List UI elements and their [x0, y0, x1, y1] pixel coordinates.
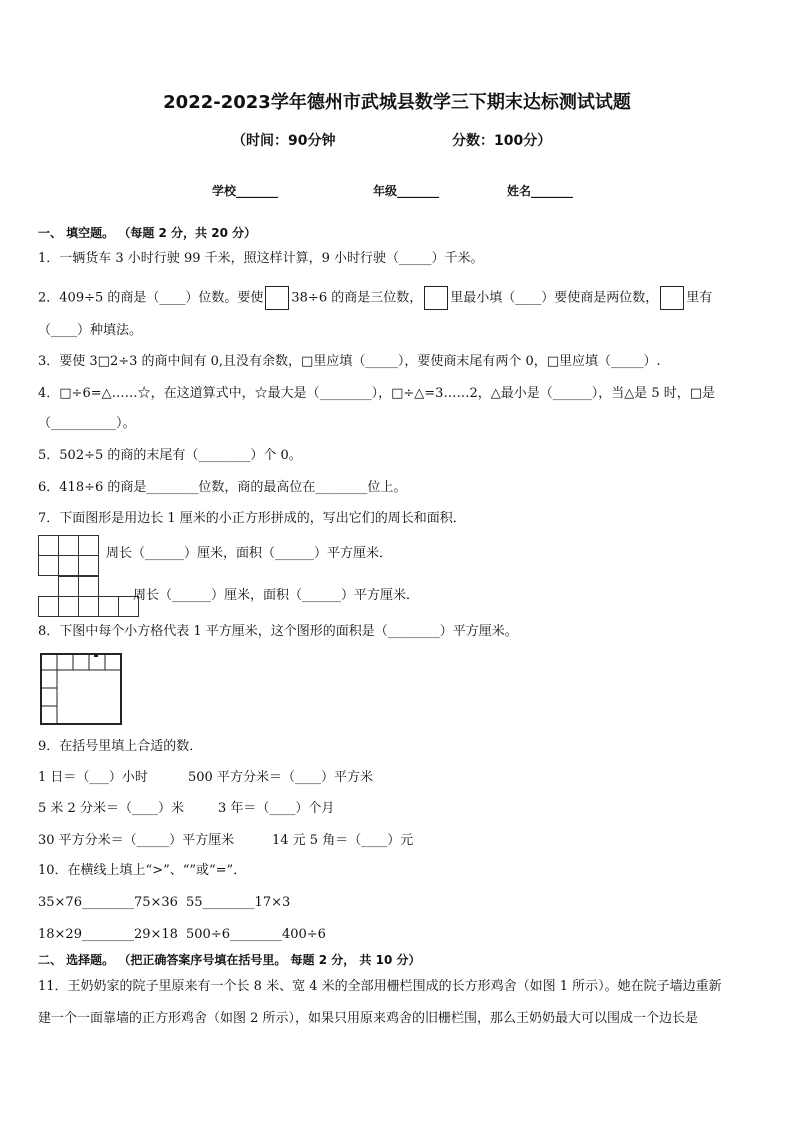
q9-row-2a: 5 米 2 分米＝（____）米: [38, 801, 184, 816]
q9-row-3a: 30 平方分米＝（_____）平方厘米: [38, 833, 235, 848]
page-title: 2022-2023学年德州市武城县数学三下期末达标测试试题: [163, 92, 631, 113]
q9-row-3b: 14 元 5 角＝（____）元: [272, 833, 414, 848]
blank-box[interactable]: [660, 286, 684, 310]
school-field[interactable]: 学校_______: [212, 184, 279, 198]
question-2-cont: （____）种填法。: [38, 323, 143, 338]
question-6: 6．418÷6 的商是________位数，商的最高位在________位上。: [38, 480, 407, 495]
q8-figure: [40, 652, 124, 726]
section-choice-title: 二、 选择题。 （把正确答案序号填在括号里。 每题 2 分， 共 10 分）: [38, 953, 421, 967]
question-8: 8．下图中每个小方格代表 1 平方厘米，这个图形的面积是（________）平方厘米。: [38, 624, 518, 639]
q7-figure-1: [38, 535, 98, 575]
q7-figure-1-answer: 周长（______）厘米，面积（______）平方厘米．: [106, 546, 393, 561]
section-fill-in-title: 一、 填空题。 （每题 2 分，共 20 分）: [38, 226, 257, 240]
exam-time: （时间：90分钟: [232, 133, 336, 149]
name-field[interactable]: 姓名_______: [507, 184, 574, 198]
q2-part-a: 2．409÷5 的商是（____）位数。要使: [38, 290, 264, 306]
question-4: 4．□÷6=△……☆，在这道算式中，☆最大是（________），□÷△=3……2，△最小是（______），当△是 5 时，□是: [38, 386, 716, 401]
blank-box[interactable]: [424, 286, 448, 310]
q7-figure-2: [38, 576, 138, 616]
q7-figure-2-answer: 周长（______）厘米，面积（______）平方厘米．: [133, 588, 420, 603]
question-5: 5．502÷5 的商的末尾有（________）个 0。: [38, 448, 302, 463]
q2-part-b: 38÷6 的商是三位数，: [291, 290, 423, 306]
question-11-cont: 建一个一面靠墙的正方形鸡舍（如图 2 所示），如果只用原来鸡舍的旧栅栏围，那么王奶奶最大可以围成一个边长是: [38, 1011, 699, 1026]
q10-row-2a: 18×29________29×18: [38, 927, 178, 942]
question-4-cont: （__________）。: [38, 416, 136, 431]
q9-row-1a: 1 日＝（___）小时: [38, 770, 148, 785]
q10-row-1a: 35×76________75×36: [38, 895, 178, 910]
q2-part-c: 里最小填（____）要使商是两位数，: [450, 290, 659, 306]
q10-row-2b: 500÷6________400÷6: [186, 927, 326, 942]
q9-row-2b: 3 年＝（____）个月: [218, 801, 335, 816]
q2-part-d: 里有: [686, 290, 713, 306]
question-7: 7．下面图形是用边长 1 厘米的小正方形拼成的，写出它们的周长和面积．: [38, 511, 466, 526]
exam-score: 分数：100分）: [452, 133, 552, 149]
blank-box[interactable]: [265, 286, 289, 310]
q10-row-1b: 55________17×3: [186, 895, 291, 910]
q9-row-1b: 500 平方分米＝（____）平方米: [188, 770, 373, 785]
question-10: 10．在横线上填上“>”、“”或“=”．: [38, 863, 247, 878]
question-9: 9．在括号里填上合适的数．: [38, 739, 203, 754]
question-3: 3．要使 3□2÷3 的商中间有 0,且没有余数，□里应填（_____），要使商末尾有两个 0，□里应填（_____）.: [38, 354, 661, 369]
question-11: 11．王奶奶家的院子里原来有一个长 8 米、宽 4 米的全部用栅栏围成的长方形鸡舍（如图 1 所示）。她在院子墙边重新: [38, 979, 722, 994]
question-1: 1．一辆货车 3 小时行驶 99 千米，照这样计算，9 小时行驶（_____）千米。: [38, 251, 484, 266]
question-2: [38, 286, 712, 310]
grade-field[interactable]: 年级_______: [373, 184, 440, 198]
